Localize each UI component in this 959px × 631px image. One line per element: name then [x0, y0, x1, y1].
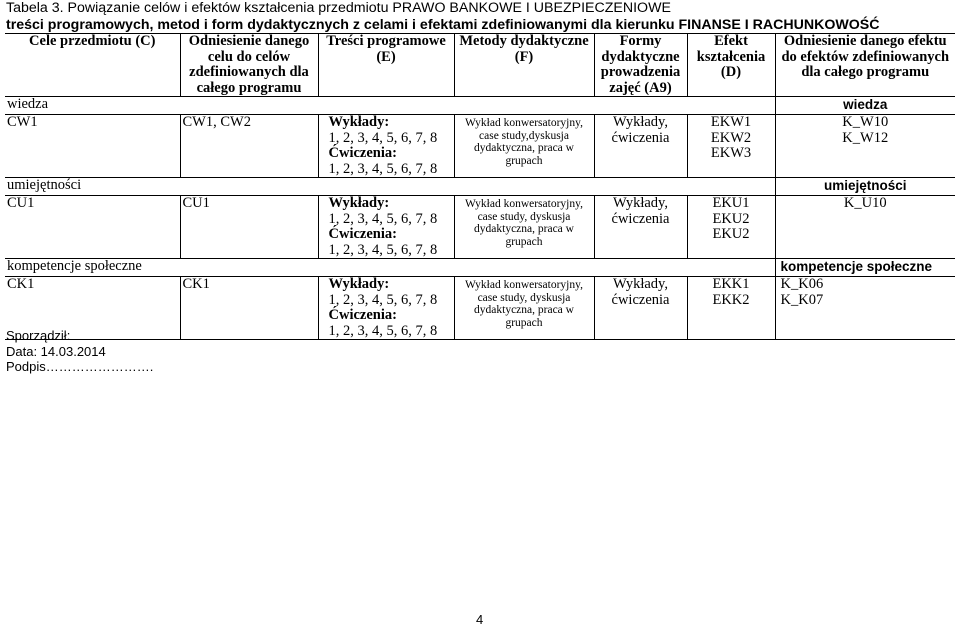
efekty-cell: [687, 277, 775, 340]
tresci-cell: [318, 196, 454, 259]
tresci-cell: [318, 115, 454, 178]
cel-cell: CW1: [5, 115, 180, 178]
header-tresci: Treści programowe (E): [318, 34, 454, 97]
header-row: [5, 34, 955, 97]
efekt-code: EKW1: [710, 114, 752, 130]
efekt-code: EKK1: [712, 276, 750, 292]
cwiczenia-label: Ćwiczenia:: [328, 307, 397, 323]
efekt-code: EKW3: [710, 145, 752, 161]
metody-cell: Wykład konwersatoryjny, case study,dyskusja dydaktyczna, praca w grupach: [454, 115, 594, 178]
wyklady-label: Wykłady:: [328, 276, 390, 292]
section-header-row: [5, 178, 955, 196]
footer-sporzadzil: Sporządził:: [6, 328, 71, 343]
program-code: K_K07: [780, 291, 824, 308]
table-row: [5, 196, 955, 259]
cwiczenia-values: 1, 2, 3, 4, 5, 6, 7, 8: [328, 241, 438, 258]
caption-line-2: treści programowych, metod i form dydaktycznych z celami i efektami zdefiniowanymi dla kierunku FINANSE I RACHUNKOWOŚĆ: [6, 16, 880, 33]
cwiczenia-values: 1, 2, 3, 4, 5, 6, 7, 8: [328, 322, 438, 339]
page-number: 4: [476, 612, 484, 627]
metody-cell: Wykład konwersatoryjny, case study, dyskusja dydaktyczna, praca w grupach: [454, 277, 594, 340]
odniesienie-cell: CU1: [180, 196, 318, 259]
odn-efektu-cell: [775, 277, 955, 340]
efekty-cell: [687, 196, 775, 259]
footer-podpis: Podpis…………………….: [6, 359, 154, 374]
odniesienie-cell: CK1: [180, 277, 318, 340]
efekt-code: EKU1: [712, 195, 750, 211]
efekt-code: EKK2: [712, 291, 750, 308]
efekt-code: EKW2: [710, 129, 752, 146]
program-code: K_W10: [842, 114, 889, 130]
section-title-right: kompetencje społeczne: [775, 259, 955, 277]
efekt-code: EKU2: [712, 210, 750, 227]
cwiczenia-label: Ćwiczenia:: [328, 145, 397, 161]
header-efekt: Efekt kształcenia (D): [687, 34, 775, 97]
odn-efektu-cell: [775, 115, 955, 178]
formy-cell: Wykłady, ćwiczenia: [594, 277, 687, 340]
metody-cell: Wykład konwersatoryjny, case study, dyskusja dydaktyczna, praca w grupach: [454, 196, 594, 259]
footer-block: [6, 328, 153, 375]
odn-efektu-cell: [775, 196, 955, 259]
header-cele: Cele przedmiotu (C): [5, 34, 180, 97]
formy-cell: Wykłady, ćwiczenia: [594, 115, 687, 178]
footer-data: Data: 14.03.2014: [6, 343, 106, 359]
header-metody: Metody dydaktyczne (F): [454, 34, 594, 97]
wyklady-values: 1, 2, 3, 4, 5, 6, 7, 8: [328, 210, 438, 227]
odniesienie-cell: CW1, CW2: [180, 115, 318, 178]
section-title-left: wiedza: [5, 97, 775, 115]
header-odniesienie-efektu: Odniesienie danego efektu do efektów zdefiniowanych dla całego programu: [775, 34, 955, 97]
section-header-row: [5, 259, 955, 277]
cel-cell: CU1: [5, 196, 180, 259]
mapping-table: [5, 33, 955, 340]
wyklady-label: Wykłady:: [328, 195, 390, 211]
header-formy: Formy dydaktyczne prowadzenia zajęć (A9): [594, 34, 687, 97]
section-title-right: wiedza: [775, 97, 955, 115]
tresci-cell: [318, 277, 454, 340]
table-caption: [6, 0, 880, 33]
formy-cell: Wykłady, ćwiczenia: [594, 196, 687, 259]
cel-cell: CK1: [5, 277, 180, 340]
program-code: K_K06: [780, 276, 824, 292]
section-title-right: umiejętności: [775, 178, 955, 196]
program-code: K_U10: [843, 195, 887, 211]
wyklady-values: 1, 2, 3, 4, 5, 6, 7, 8: [328, 129, 438, 146]
header-odniesienie-celu: Odniesienie danego celu do celów zdefiniowanych dla całego programu: [180, 34, 318, 97]
wyklady-values: 1, 2, 3, 4, 5, 6, 7, 8: [328, 291, 438, 308]
section-header-row: [5, 97, 955, 115]
cwiczenia-values: 1, 2, 3, 4, 5, 6, 7, 8: [328, 160, 438, 177]
table-row: [5, 115, 955, 178]
program-code: K_W12: [842, 129, 889, 146]
caption-line-1: Tabela 3. Powiązanie celów i efektów kształcenia przedmiotu PRAWO BANKOWE I UBEZPIECZENIOWE: [6, 0, 671, 16]
section-title-left: umiejętności: [5, 178, 775, 196]
efekty-cell: [687, 115, 775, 178]
wyklady-label: Wykłady:: [328, 114, 390, 130]
efekt-code: EKU2: [712, 226, 750, 242]
section-title-left: kompetencje społeczne: [5, 259, 775, 277]
cwiczenia-label: Ćwiczenia:: [328, 226, 397, 242]
